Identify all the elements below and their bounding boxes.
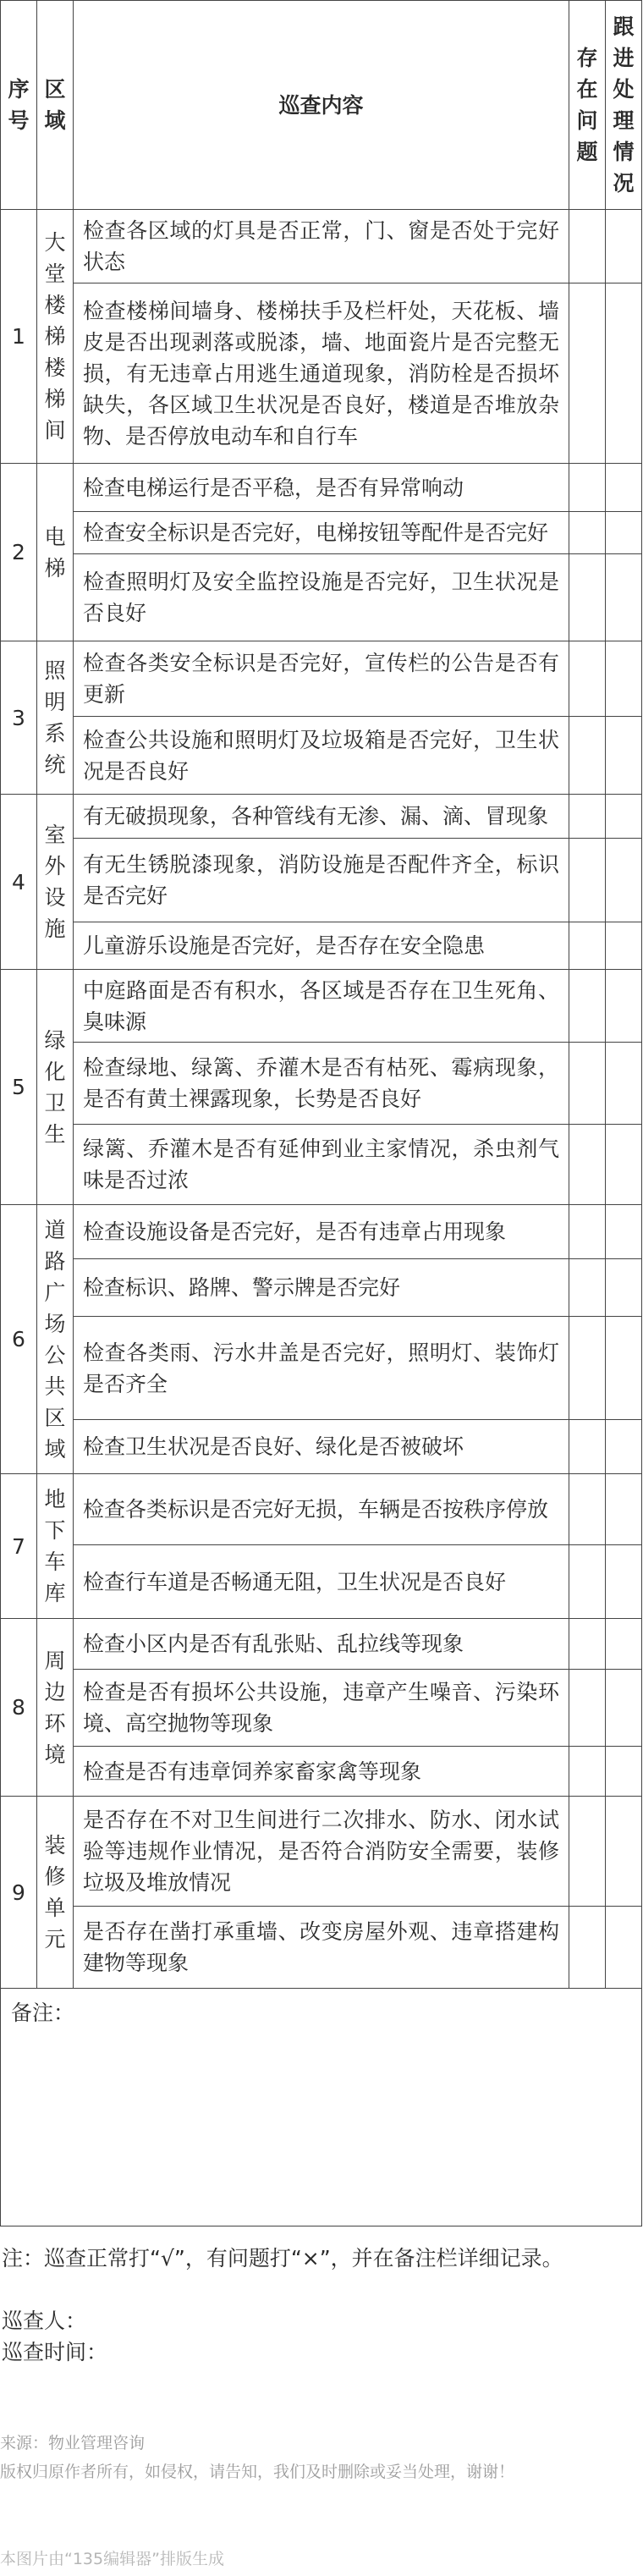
follow-up-cell (606, 1670, 642, 1747)
inspection-item: 检查设施设备是否完好，是否有违章占用现象 (74, 1205, 569, 1259)
follow-up-cell (606, 512, 642, 554)
issue-cell (569, 512, 606, 554)
table-row (1, 922, 642, 970)
follow-up-cell (606, 839, 642, 922)
table-row (1, 464, 642, 512)
table-row (1, 1545, 642, 1619)
follow-up-cell (606, 641, 642, 717)
follow-up-cell (606, 1420, 642, 1474)
issue-cell (569, 1545, 606, 1619)
issue-cell (569, 795, 606, 839)
table-row (1, 795, 642, 839)
group-area: 大堂楼梯楼梯间 (37, 210, 74, 464)
follow-up-cell (606, 717, 642, 795)
table-row (1, 1907, 642, 1989)
table-row (1, 839, 642, 922)
inspection-item: 检查楼梯间墙身、楼梯扶手及栏杆处，天花板、墙皮是否出现剥落或脱漆，墙、地面瓷片是否完整无损，有无违章占用逃生通道现象，消防栓是否损坏缺失，各区域卫生状况是否良好，楼道是否堆放杂物、是否停放电动车和自行车 (74, 283, 569, 464)
group-area: 道路广场公共区域 (37, 1205, 74, 1474)
remark-row (1, 1989, 642, 2226)
copyright-text: 版权归原作者所有，如侵权，请告知，我们及时删除或妥当处理，谢谢！ (0, 2463, 515, 2481)
table-row (1, 717, 642, 795)
group-area: 绿化卫生 (37, 970, 74, 1205)
group-area: 照明系统 (37, 641, 74, 795)
table-row (1, 1619, 642, 1670)
editor-credit: 本图片由“135编辑器”排版生成 (0, 2550, 224, 2568)
issue-cell (569, 1670, 606, 1747)
table-row (1, 1317, 642, 1420)
group-no: 6 (1, 1205, 37, 1474)
issue-cell (569, 1420, 606, 1474)
table-row (1, 1125, 642, 1205)
inspection-item: 是否存在不对卫生间进行二次排水、防水、闭水试验等违规作业情况，是否符合消防安全需要，装修垃圾及堆放情况 (74, 1797, 569, 1907)
follow-up-cell (606, 1043, 642, 1125)
table-row (1, 1420, 642, 1474)
inspection-item: 检查标识、路牌、警示牌是否完好 (74, 1259, 569, 1317)
header-row (1, 1, 642, 210)
follow-up-cell (606, 1907, 642, 1989)
inspection-item: 检查各区域的灯具是否正常，门、窗是否处于完好状态 (74, 210, 569, 283)
group-no: 8 (1, 1619, 37, 1797)
inspection-time-label: 巡查时间： (2, 2340, 108, 2364)
group-no: 5 (1, 970, 37, 1205)
issue-cell (569, 1205, 606, 1259)
issue-cell (569, 1043, 606, 1125)
table-row (1, 554, 642, 641)
remark-label: 备注： (11, 2001, 75, 2025)
group-no: 9 (1, 1797, 37, 1989)
follow-up-cell (606, 283, 642, 464)
follow-up-cell (606, 1747, 642, 1797)
issue-cell (569, 641, 606, 717)
group-no: 4 (1, 795, 37, 970)
inspection-item: 检查各类标识是否完好无损，车辆是否按秩序停放 (74, 1474, 569, 1545)
inspection-item: 是否存在凿打承重墙、改变房屋外观、违章搭建构建物等现象 (74, 1907, 569, 1989)
issue-cell (569, 1259, 606, 1317)
table-row (1, 1474, 642, 1545)
issue-cell (569, 1907, 606, 1989)
issue-cell (569, 210, 606, 283)
follow-up-cell (606, 1619, 642, 1670)
inspection-item: 有无破损现象，各种管线有无渗、漏、滴、冒现象 (74, 795, 569, 839)
table-row (1, 512, 642, 554)
inspection-item: 检查是否有违章饲养家畜家禽等现象 (74, 1747, 569, 1797)
table-row (1, 1205, 642, 1259)
table-row (1, 1259, 642, 1317)
follow-up-cell (606, 1125, 642, 1205)
inspection-item: 中庭路面是否有积水，各区域是否存在卫生死角、臭味源 (74, 970, 569, 1043)
issue-cell (569, 839, 606, 922)
follow-up-cell (606, 1259, 642, 1317)
group-area: 周边环境 (37, 1619, 74, 1797)
follow-up-cell (606, 970, 642, 1043)
group-area: 电梯 (37, 464, 74, 641)
inspection-item: 检查小区内是否有乱张贴、乱拉线等现象 (74, 1619, 569, 1670)
header-content: 巡查内容 (74, 1, 569, 210)
issue-cell (569, 1317, 606, 1420)
header-follow: 跟进处理情况 (606, 1, 642, 210)
group-area: 装修单元 (37, 1797, 74, 1989)
follow-up-cell (606, 1545, 642, 1619)
follow-up-cell (606, 1474, 642, 1545)
table-row (1, 970, 642, 1043)
issue-cell (569, 1747, 606, 1797)
follow-up-cell (606, 795, 642, 839)
group-no: 7 (1, 1474, 37, 1619)
issue-cell (569, 1797, 606, 1907)
group-no: 2 (1, 464, 37, 641)
issue-cell (569, 1474, 606, 1545)
table-row (1, 210, 642, 283)
follow-up-cell (606, 1205, 642, 1259)
table-row (1, 641, 642, 717)
follow-up-cell (606, 1317, 642, 1420)
inspector-label: 巡查人： (2, 2309, 87, 2333)
issue-cell (569, 554, 606, 641)
group-no: 3 (1, 641, 37, 795)
table-row (1, 1797, 642, 1907)
inspection-item: 检查各类安全标识是否完好，宣传栏的公告是否有更新 (74, 641, 569, 717)
inspection-item: 检查卫生状况是否良好、绿化是否被破坏 (74, 1420, 569, 1474)
table-row (1, 1747, 642, 1797)
source-text: 来源：物业管理咨询 (0, 2434, 146, 2452)
issue-cell (569, 283, 606, 464)
issue-cell (569, 1619, 606, 1670)
issue-cell (569, 717, 606, 795)
table-row (1, 283, 642, 464)
inspection-item: 检查电梯运行是否平稳，是否有异常响动 (74, 464, 569, 512)
header-area: 区域 (37, 1, 74, 210)
inspection-item: 绿篱、乔灌木是否有延伸到业主家情况，杀虫剂气味是否过浓 (74, 1125, 569, 1205)
inspection-item: 检查行车道是否畅通无阻，卫生状况是否良好 (74, 1545, 569, 1619)
follow-up-cell (606, 464, 642, 512)
issue-cell (569, 922, 606, 970)
group-area: 地下车库 (37, 1474, 74, 1619)
follow-up-cell (606, 210, 642, 283)
group-area: 室外设施 (37, 795, 74, 970)
inspection-item: 检查公共设施和照明灯及垃圾箱是否完好，卫生状况是否良好 (74, 717, 569, 795)
group-no: 1 (1, 210, 37, 464)
inspection-item: 检查安全标识是否完好，电梯按钮等配件是否完好 (74, 512, 569, 554)
follow-up-cell (606, 1797, 642, 1907)
inspection-item: 检查是否有损坏公共设施，违章产生噪音、污染环境、高空抛物等现象 (74, 1670, 569, 1747)
inspection-item: 检查各类雨、污水井盖是否完好，照明灯、装饰灯是否齐全 (74, 1317, 569, 1420)
inspection-item: 有无生锈脱漆现象，消防设施是否配件齐全，标识是否完好 (74, 839, 569, 922)
header-issue: 存在问题 (569, 1, 606, 210)
inspection-item: 检查绿地、绿篱、乔灌木是否有枯死、霉病现象，是否有黄土裸露现象，长势是否良好 (74, 1043, 569, 1125)
header-no: 序号 (1, 1, 37, 210)
issue-cell (569, 464, 606, 512)
instruction-note: 注：巡查正常打“√”，有问题打“×”，并在备注栏详细记录。 (2, 2246, 563, 2271)
inspection-item: 儿童游乐设施是否完好，是否存在安全隐患 (74, 922, 569, 970)
issue-cell (569, 1125, 606, 1205)
table-row (1, 1670, 642, 1747)
issue-cell (569, 970, 606, 1043)
inspection-item: 检查照明灯及安全监控设施是否完好，卫生状况是否良好 (74, 554, 569, 641)
remark-cell (1, 1989, 642, 2226)
table-row (1, 1043, 642, 1125)
follow-up-cell (606, 922, 642, 970)
follow-up-cell (606, 554, 642, 641)
